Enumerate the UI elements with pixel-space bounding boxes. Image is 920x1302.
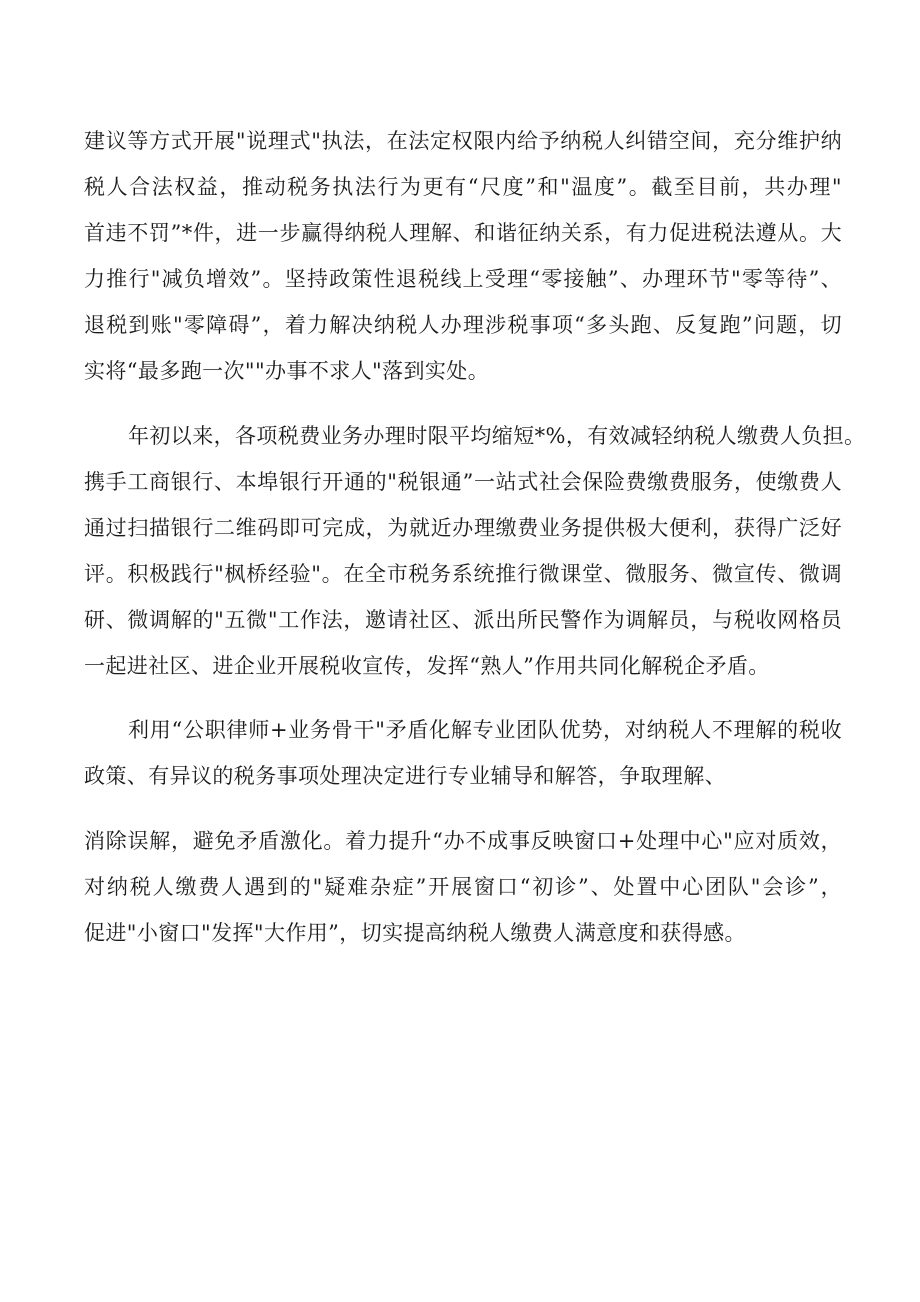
paragraph-line: 政策、有异议的税务事项处理决定进行专业辅导和解答，争取理解、 — [84, 764, 726, 788]
paragraph-line: 年初以来，各项税费业务办理时限平均缩短*%，有效减轻纳税人缴费人负担。 — [128, 424, 866, 448]
paragraph-line: 携手工商银行、本埠银行开通的"税银通”一站式社会保险费缴费服务，使缴费人 — [84, 470, 842, 494]
paragraph-line: 力推行"减负增效”。坚持政策性退税线上受理“零接触”、办理环节"零等待”、 — [84, 267, 842, 291]
paragraph-line: 建议等方式开展"说理式"执法，在法定权限内给予纳税人纠错空间，充分维护纳 — [84, 129, 842, 153]
paragraph-line: 对纳税人缴费人遇到的"疑难杂症”开展窗口“初诊”、处置中心团队"会诊”， — [84, 875, 842, 899]
paragraph-line: 促进"小窗口"发挥"大作用”，切实提高纳税人缴费人满意度和获得感。 — [84, 921, 746, 945]
paragraph-line: 评。积极践行"枫桥经验"。在全市税务系统推行微课堂、微服务、微宣传、微调 — [84, 562, 842, 586]
paragraph-line: 通过扫描银行二维码即可完成，为就近办理缴费业务提供极大便利，获得广泛好 — [84, 516, 842, 540]
paragraph-line: 实将“最多跑一次""办事不求人"落到实处。 — [84, 359, 490, 383]
paragraph-line: 利用“公职律师+业务骨干"矛盾化解专业团队优势，对纳税人不理解的税收 — [128, 718, 842, 742]
paragraph-line: 税人合法权益，推动税务执法行为更有“尺度”和"温度”。截至目前，共办理" — [84, 175, 842, 199]
paragraph-line: 退税到账"零障碍”，着力解决纳税人办理涉税事项“多头跑、反复跑”问题，切 — [84, 313, 842, 337]
paragraph-line: 研、微调解的"五微"工作法，邀请社区、派出所民警作为调解员，与税收网格员 — [84, 608, 842, 632]
paragraph-line: 一起进社区、进企业开展税收宣传，发挥“熟人”作用共同化解税企矛盾。 — [84, 654, 770, 678]
paragraph-line: 首违不罚”*件，进一步赢得纳税人理解、和谐征纳关系，有力促进税法遵从。大 — [84, 221, 842, 245]
paragraph-line: 消除误解，避免矛盾激化。着力提升“办不成事反映窗口+处理中心"应对质效， — [84, 829, 842, 853]
